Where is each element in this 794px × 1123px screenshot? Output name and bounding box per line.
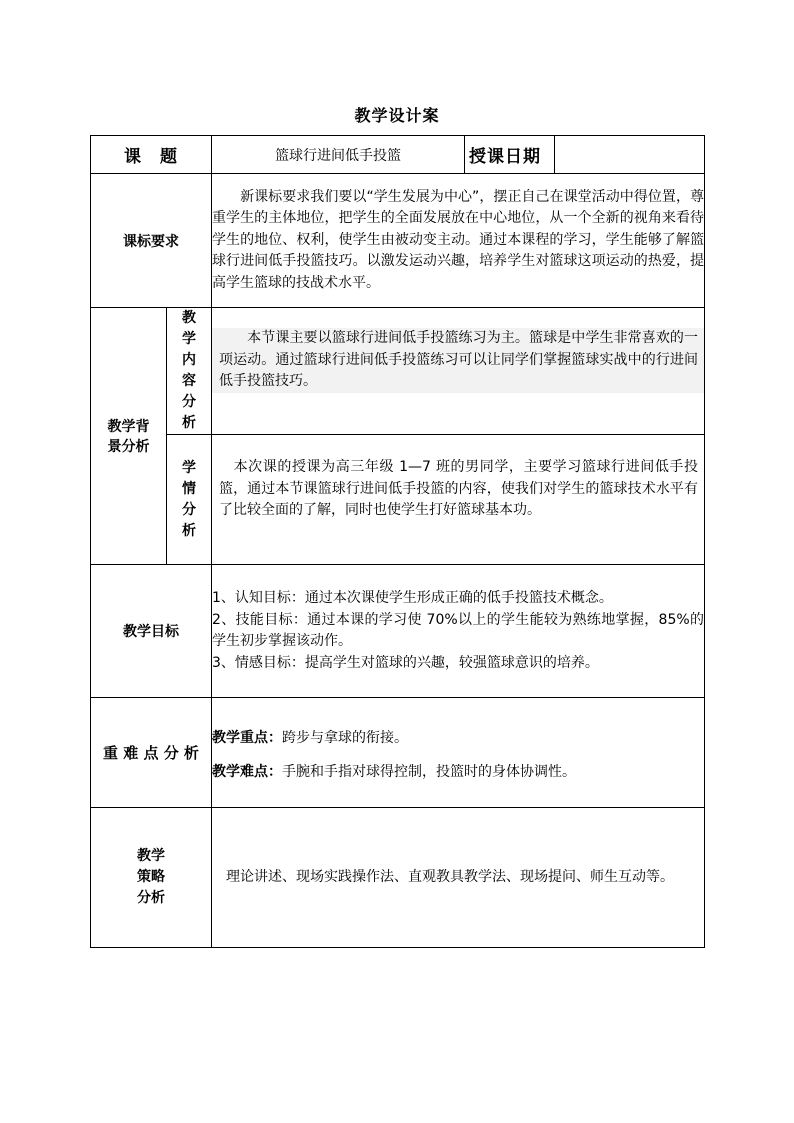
key-points-cell: [212, 698, 705, 808]
key-points-row: [91, 698, 705, 808]
key-points-label: 重 难 点 分 析: [91, 698, 212, 808]
content-label-char: 内: [182, 352, 196, 368]
content-analysis-cell: [212, 308, 705, 435]
focus-label: 教学重点：: [212, 730, 282, 746]
goals-label: 教学目标: [91, 565, 212, 698]
curriculum-text: 新课标要求我们要以“学生发展为中心”，摆正自己在课堂活动中得位置，尊重学生的主体地位，把学生的全面发展放在中心地位，从一个全新的视角来看待学生的地位、权利，使学生由被动变主动。通过本课程的学习，学生能够了解篮球行进间低手投篮技巧。以激发运动兴趣，培养学生对篮球这项运动的热爱，提高学生篮球的技战术水平。: [212, 174, 705, 308]
topic-label: 课 题: [91, 136, 212, 174]
goal-item: 2、技能目标：通过本课的学习使 70%以上的学生能较为熟练地掌握，85%的学生初步掌握该动作。: [212, 611, 704, 649]
content-analysis-row: [91, 308, 705, 435]
goals-cell: [212, 565, 705, 698]
content-label-char: 教: [182, 310, 196, 326]
difficulty-text: 手腕和手指对球得控制，投篮时的身体协调性。: [282, 763, 576, 780]
difficulty-line: [212, 762, 704, 784]
student-label-char: 情: [182, 480, 196, 497]
student-analysis-cell: [212, 435, 705, 565]
strategy-label-line3: 分析: [137, 890, 165, 906]
curriculum-label: 课标要求: [91, 174, 212, 308]
background-label: [91, 308, 167, 565]
content-analysis-text: 本节课主要以篮球行进间低手投篮练习为主。篮球是中学生非常喜欢的一项运动。通过篮球行进间低手投篮练习可以让同学们掌握篮球实战中的行进间低手投篮技巧。: [212, 328, 704, 393]
content-label-char: 学: [182, 331, 196, 347]
lesson-plan-table: [90, 135, 705, 948]
document-title: 教学设计案: [354, 106, 440, 125]
content-label-char: 析: [182, 415, 196, 431]
strategy-label: [91, 808, 212, 948]
strategy-label-line1: 教学: [137, 848, 165, 864]
strategy-label-line2: 策略: [137, 869, 165, 885]
curriculum-row: [91, 174, 705, 308]
topic-value: 篮球行进间低手投篮: [212, 136, 465, 174]
student-analysis-label: [167, 435, 212, 565]
student-label-char: 分: [182, 501, 196, 518]
difficulty-label: 教学难点：: [212, 763, 282, 780]
goal-item: 3、情感目标：提高学生对篮球的兴趣，较强篮球意识的培养。: [212, 654, 599, 671]
content-label-char: 分: [182, 394, 196, 410]
student-label-char: 学: [182, 459, 196, 476]
strategy-row: [91, 808, 705, 948]
topic-row: [91, 136, 705, 174]
content-analysis-label: [167, 308, 212, 435]
background-label-line2: 景分析: [107, 439, 150, 455]
date-label: 授课日期: [465, 136, 555, 174]
content-label-char: 容: [182, 373, 196, 389]
student-label-char: 析: [182, 522, 196, 539]
focus-line: [212, 728, 704, 750]
goals-row: [91, 565, 705, 698]
student-analysis-row: [91, 435, 705, 565]
student-analysis-text: 本次课的授课为高三年级 1—7 班的男同学，主要学习篮球行进间低手投篮，通过本节课篮球行进间低手投篮的内容，使我们对学生的篮球技术水平有了比较全面的了解，同时也使学生打好篮球基本功。: [219, 459, 698, 518]
background-label-line1: 教学背: [107, 419, 150, 435]
focus-text: 跨步与拿球的衔接。: [282, 730, 408, 746]
date-value: [555, 136, 705, 174]
goal-item: 1、认知目标：通过本次课使学生形成正确的低手投篮技术概念。: [212, 590, 613, 606]
strategy-text: 理论讲述、现场实践操作法、直观教具教学法、现场提问、师生互动等。: [212, 808, 705, 948]
